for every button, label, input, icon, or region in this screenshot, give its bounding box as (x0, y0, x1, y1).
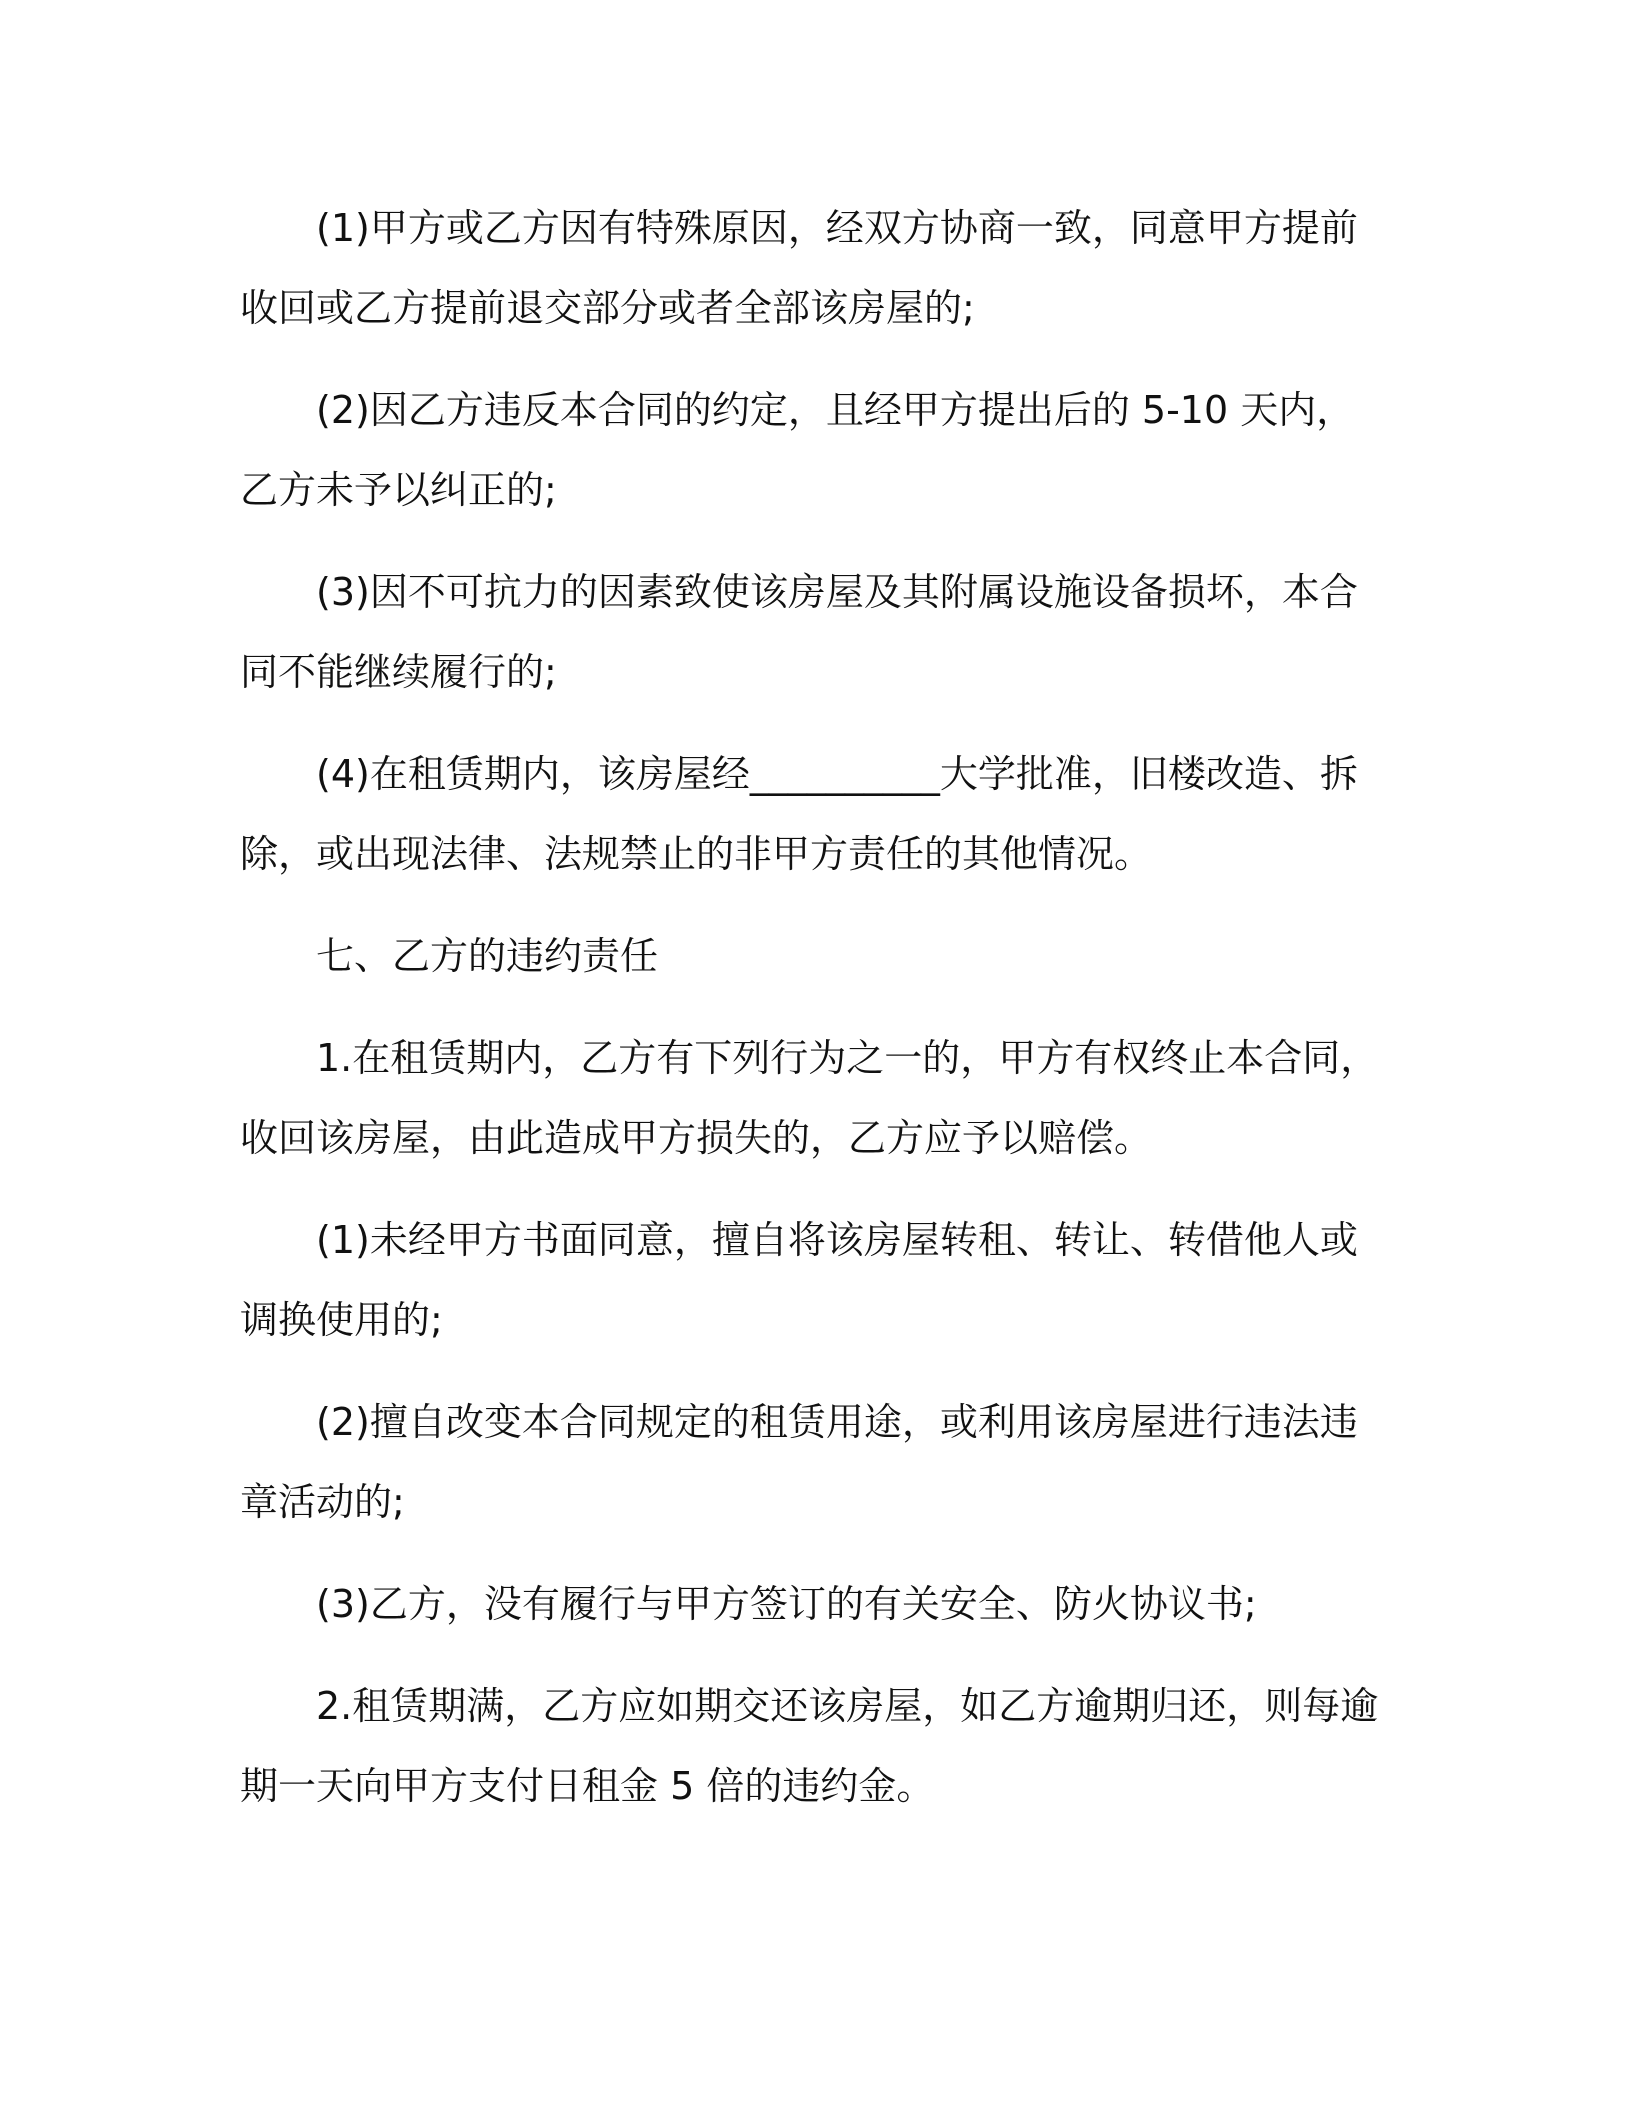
clause-paragraph: (2)擅自改变本合同规定的租赁用途，或利用该房屋进行违法违章活动的; (240, 1400, 1358, 1524)
clause-paragraph: (4)在租赁期内，该房屋经__________大学批准，旧楼改造、拆除，或出现法律、法规禁止的非甲方责任的其他情况。 (240, 752, 1358, 876)
clause-paragraph: (2)因乙方违反本合同的约定，且经甲方提出后的 5-10 天内，乙方未予以纠正的; (240, 388, 1355, 512)
document-body (240, 188, 1392, 1848)
clause-paragraph: 1.在租赁期内，乙方有下列行为之一的，甲方有权终止本合同，收回该房屋，由此造成甲方损失的，乙方应予以赔偿。 (240, 1036, 1379, 1160)
section-heading: 七、乙方的违约责任 (316, 934, 659, 978)
clause-paragraph: (1)未经甲方书面同意，擅自将该房屋转租、转让、转借他人或调换使用的; (240, 1218, 1358, 1342)
clause-paragraph: (1)甲方或乙方因有特殊原因，经双方协商一致，同意甲方提前收回或乙方提前退交部分或者全部该房屋的; (240, 206, 1358, 330)
clause-paragraph: 2.租赁期满，乙方应如期交还该房屋，如乙方逾期归还，则每逾期一天向甲方支付日租金 5 倍的违约金。 (240, 1684, 1379, 1808)
clause-paragraph: (3)因不可抗力的因素致使该房屋及其附属设施设备损坏，本合同不能继续履行的; (240, 570, 1358, 694)
clause-paragraph: (3)乙方，没有履行与甲方签订的有关安全、防火协议书; (316, 1582, 1257, 1626)
